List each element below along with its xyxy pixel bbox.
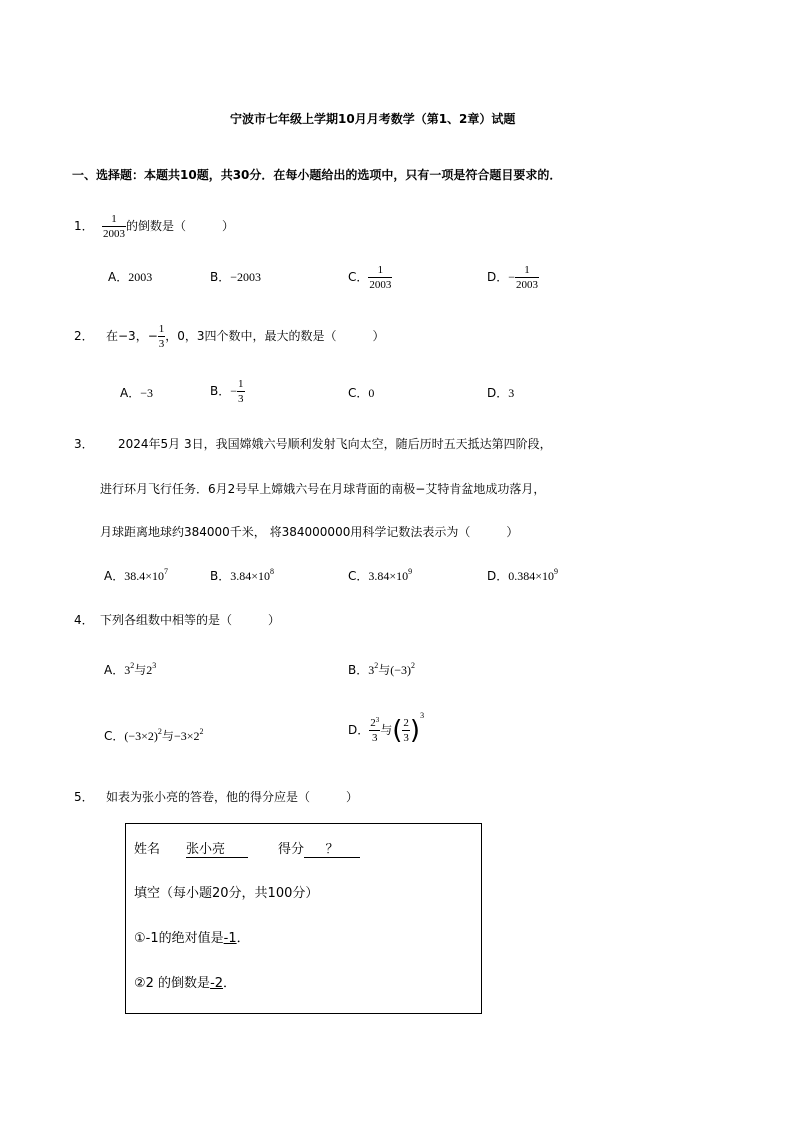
question-3-line-3: 月球距离地球约384000千米， 将384000000用科学记数法表示为（ ） (100, 525, 519, 539)
question-1 (74, 212, 234, 241)
fill-in-title: 填空（每小题20分，共100分） (134, 886, 319, 901)
section-heading: 一、选择题：本题共10题，共30分．在每小题给出的选项中，只有一项是符合题目要求的． (72, 168, 562, 182)
question-number: 5． (74, 790, 94, 804)
option-b[interactable]: B．−2003 (210, 270, 262, 284)
question-2: 2． 在−3，− $\frac{1}{3}$ ，0，3四个数中，最大的数是（ ） (74, 323, 385, 350)
option-c[interactable]: C．$3.84\times 10^9$ (348, 567, 413, 583)
option-a[interactable]: A．$38.4\times 10^7$ (104, 567, 168, 583)
option-d[interactable]: D． $\frac{2^3}{3}$ 与( $\frac{2}{3}$ )$^3$ (348, 711, 425, 746)
fraction: $\frac{1}{2003}$ (103, 213, 125, 240)
question-4: 4． 下列各组数中相等的是（ ） (74, 613, 281, 627)
question-5: 5． 如表为张小亮的答卷，他的得分应是（ ） (74, 790, 359, 804)
question-number: 1． (74, 219, 94, 233)
question-number: 3． (74, 437, 94, 451)
option-d[interactable]: D．3 (487, 386, 515, 400)
score-label: 得分 (278, 842, 305, 857)
name-row (134, 838, 360, 858)
item-1-answer: -1 (223, 931, 237, 946)
question-text: 的倒数是（ ） (126, 219, 235, 233)
fill-in-item-1: ①-1的绝对值是-1． (134, 931, 250, 946)
fill-in-item-2: ②2 的倒数是-2． (134, 976, 237, 991)
question-3: 3． 2024年5月 3日，我国嫦娥六号顺利发射飞向太空，随后历时五天抵达第四阶段， (74, 437, 552, 451)
option-d[interactable]: D．− $\frac{1}{2003}$ (487, 264, 539, 291)
option-a[interactable]: A．$3^2$与$2^3$ (104, 661, 157, 677)
score-value: ？ (304, 838, 360, 858)
page-title: 宁波市七年级上学期10月月考数学（第1、2章）试题 (230, 112, 516, 126)
option-c[interactable]: C．$(-3\times 2)^2$与$-3\times 2^2$ (104, 727, 204, 743)
item-2-answer: -2 (210, 976, 224, 991)
name-label: 姓名 (134, 842, 161, 857)
option-c[interactable]: C． $\frac{1}{2003}$ (348, 264, 392, 291)
question-3-line-2: 进行环月飞行任务．6月2号早上嫦娥六号在月球背面的南极−艾特肯盆地成功落月， (100, 482, 546, 496)
option-d[interactable]: D．$0.384\times 10^9$ (487, 567, 559, 583)
question-number: 2． (74, 329, 94, 343)
option-b[interactable]: B．$3.84\times 10^8$ (210, 567, 275, 583)
option-a[interactable]: A．2003 (108, 270, 153, 284)
option-b[interactable]: B．$3^2$与$(-3)^2$ (348, 661, 416, 677)
name-value: 张小亮 (186, 838, 248, 858)
option-b[interactable]: B．− $\frac{1}{3}$ (210, 378, 244, 405)
option-c[interactable]: C．0 (348, 386, 375, 400)
question-number: 4． (74, 613, 94, 627)
option-a[interactable]: A．−3 (120, 386, 153, 400)
